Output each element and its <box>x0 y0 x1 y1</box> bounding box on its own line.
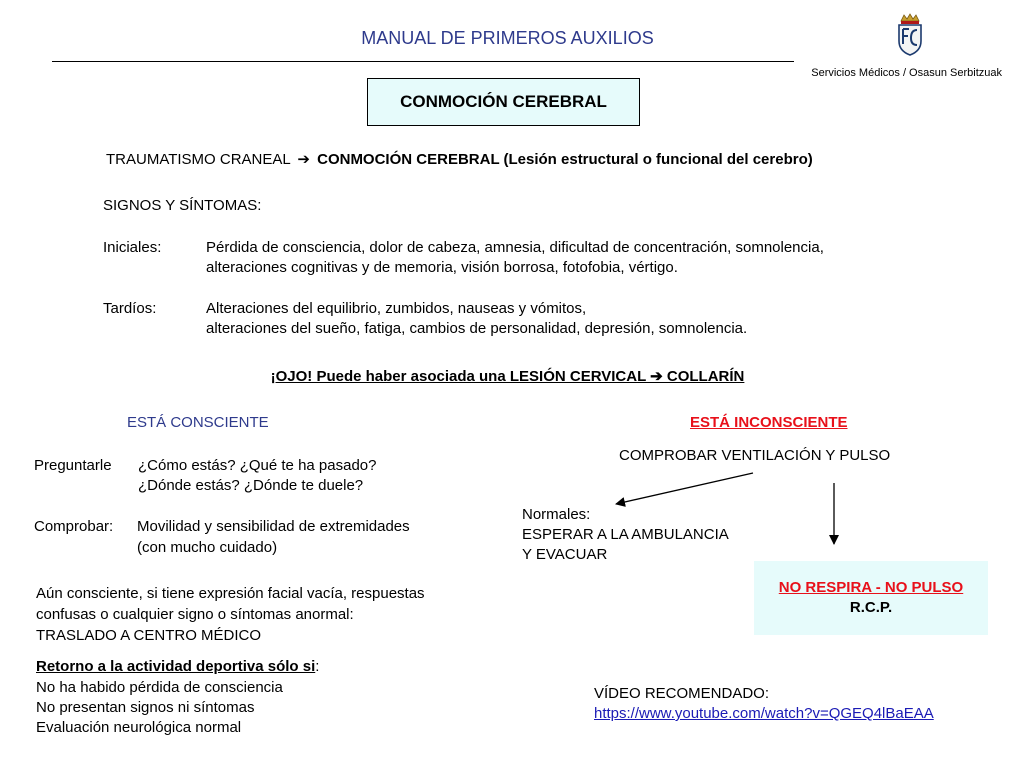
check-label: Comprobar: <box>34 518 114 535</box>
return-item: No presentan signos ni síntomas <box>36 699 255 716</box>
ask-label: Preguntarle <box>34 457 112 474</box>
topic-title: CONMOCIÓN CEREBRAL <box>400 92 607 111</box>
normal-line-2: ESPERAR A LA AMBULANCIA <box>522 526 729 543</box>
check-breathing-pulse: COMPROBAR VENTILACIÓN Y PULSO <box>619 447 891 464</box>
return-heading: Retorno a la actividad deportiva sólo si <box>36 658 316 675</box>
return-colon: : <box>315 658 320 675</box>
page-title: MANUAL DE PRIMEROS AUXILIOS <box>361 28 654 48</box>
cervical-warning: ¡OJO! Puede haber asociada una LESIÓN CERVICAL ➔ COLLARÍN <box>270 368 745 385</box>
conscious-heading: ESTÁ CONSCIENTE <box>127 414 269 431</box>
signs-heading: SIGNOS Y SÍNTOMAS: <box>103 197 262 214</box>
initial-signs-line-2: alteraciones cognitivas y de memoria, visión borrosa, fotofobia, vértigo. <box>206 259 678 276</box>
transfer-line-3: TRASLADO A CENTRO MÉDICO <box>36 627 262 644</box>
video-link[interactable]: https://www.youtube.com/watch?v=QGEQ4lBaEAA <box>594 705 934 722</box>
rcp-label: R.C.P. <box>849 599 893 616</box>
normal-line-3: Y EVACUAR <box>522 546 608 563</box>
arrow-to-normal <box>616 473 753 504</box>
video-label: VÍDEO RECOMENDADO: <box>594 685 770 702</box>
no-pulse-label: NO RESPIRA - NO PULSO <box>778 579 964 596</box>
late-signs-line-2: alteraciones del sueño, fatiga, cambios de personalidad, depresión, somnolencia. <box>206 320 748 337</box>
transfer-line-2: confusas o cualquier signo o síntomas anormal: <box>36 606 354 623</box>
no-pulse-box <box>754 561 988 635</box>
normal-line-1: Normales: <box>522 506 591 523</box>
ask-line-2: ¿Dónde estás? ¿Dónde te duele? <box>138 477 364 494</box>
check-line-2: (con mucho cuidado) <box>137 539 278 556</box>
unconscious-heading: ESTÁ INCONSCIENTE <box>690 414 848 431</box>
trauma-result: CONMOCIÓN CEREBRAL (Lesión estructural o funcional del cerebro) <box>317 151 813 168</box>
initial-signs-label: Iniciales: <box>103 239 162 256</box>
organization-label: Servicios Médicos / Osasun Serbitzuak <box>811 67 1002 79</box>
return-item: Evaluación neurológica normal <box>36 719 242 736</box>
return-item: No ha habido pérdida de consciencia <box>36 679 283 696</box>
check-line-1: Movilidad y sensibilidad de extremidades <box>137 518 410 535</box>
late-signs-label: Tardíos: <box>103 300 157 317</box>
ask-line-1: ¿Cómo estás? ¿Qué te ha pasado? <box>138 457 377 474</box>
initial-signs-line-1: Pérdida de consciencia, dolor de cabeza, amnesia, dificultad de concentración, somnolencia, <box>206 239 824 256</box>
right-arrow-icon: ➔ <box>297 151 310 168</box>
trauma-prefix: TRAUMATISMO CRANEAL <box>106 151 291 168</box>
transfer-line-1: Aún consciente, si tiene expresión facial vacía, respuestas <box>36 585 425 602</box>
late-signs-line-1: Alteraciones del equilibrio, zumbidos, nauseas y vómitos, <box>206 300 587 317</box>
